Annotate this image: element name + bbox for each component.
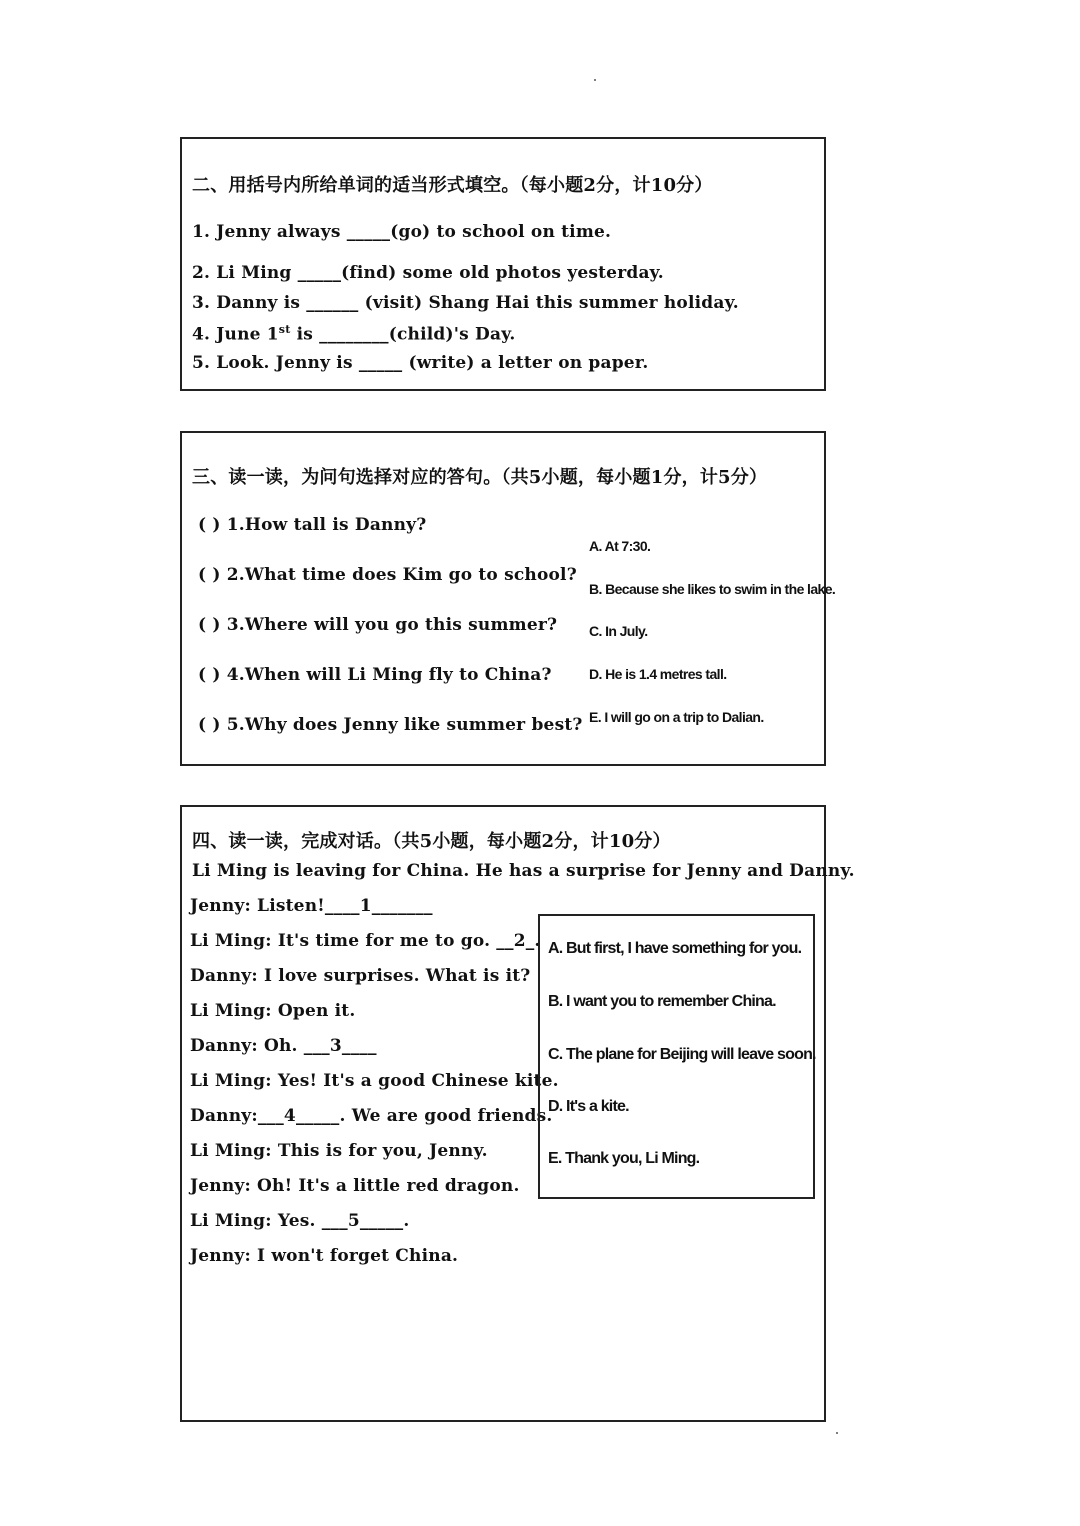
dialogue-line-5: Danny: Oh. ___3____ [190,1036,377,1056]
fill-item-1-after: (go) to school on time. [390,222,612,242]
fill-item-4-sup: st [278,323,291,336]
answer-option-e: E. I will go on a trip to Dalian. [589,709,764,725]
fill-item-2 [192,263,664,283]
scan-speck-bottom [836,1432,838,1434]
answer-option-b: B. Because she likes to swim in the lake. [589,581,836,597]
answer-paren-2[interactable]: ( ) [198,565,221,585]
dialogue-line-7: Danny:___4_____. We are good friends. [190,1106,553,1126]
dialogue-option-b: B. I want you to remember China. [548,993,776,1010]
section-2-box [180,137,826,391]
section-4-heading: 四、读一读，完成对话。（共5小题，每小题2分，计10分） [192,831,671,852]
question-1 [198,515,426,535]
fill-blank-4[interactable]: ________ [319,324,389,345]
fill-item-2-after: (find) some old photos yesterday. [341,263,664,283]
dialogue-line-2: Li Ming: It's time for me to go. __2_. [190,931,541,951]
question-4-text: 4.When will Li Ming fly to China? [226,665,552,685]
dialogue-line-1: Jenny: Listen!____1_______ [190,896,433,916]
fill-item-4 [192,323,515,345]
dialogue-line-11: Jenny: I won't forget China. [190,1246,459,1266]
fill-blank-3[interactable]: ______ [306,293,359,313]
question-3 [198,615,557,635]
fill-item-1 [192,222,611,242]
question-4 [198,665,552,685]
fill-item-3 [192,293,739,313]
answer-paren-4[interactable]: ( ) [198,665,221,685]
fill-item-3-after: (visit) Shang Hai this summer holiday. [358,293,739,313]
answer-option-c: C. In July. [589,623,648,639]
fill-item-2-before: 2. Li Ming [192,263,298,283]
fill-item-4-after: (child)'s Day. [388,324,516,345]
question-2 [198,565,577,585]
dialogue-line-3: Danny: I love surprises. What is it? [190,966,531,986]
dialogue-line-9: Jenny: Oh! It's a little red dragon. [190,1176,520,1196]
section-3-heading: 三、读一读，为问句选择对应的答句。（共5小题，每小题1分，计5分） [192,467,768,488]
dialogue-line-6: Li Ming: Yes! It's a good Chinese kite. [190,1071,559,1091]
answer-paren-1[interactable]: ( ) [198,515,221,535]
dialogue-line-10: Li Ming: Yes. ___5_____. [190,1211,410,1231]
fill-item-5 [192,353,649,373]
question-3-text: 3.Where will you go this summer? [226,615,558,635]
answer-option-d: D. He is 1.4 metres tall. [589,666,727,682]
dialogue-option-e: E. Thank you, Li Ming. [548,1150,700,1167]
dialogue-option-d: D. It's a kite. [548,1098,629,1115]
answer-option-a: A. At 7:30. [589,538,651,554]
fill-item-4-mid: is [290,324,320,345]
fill-item-5-after: (write) a letter on paper. [402,353,649,373]
section-3-box [180,431,836,766]
question-5-text: 5.Why does Jenny like summer best? [226,715,583,735]
fill-blank-5[interactable]: _____ [358,353,403,373]
fill-item-4-before: 4. June 1 [192,324,279,345]
fill-item-5-before: 5. Look. Jenny is [192,353,359,373]
dialogue-intro: Li Ming is leaving for China. He has a surprise for Jenny and Danny. [192,861,855,881]
scan-speck-top [594,79,596,81]
question-2-text: 2.What time does Kim go to school? [226,565,577,585]
fill-item-3-before: 3. Danny is [192,293,307,313]
dialogue-options-box [538,914,815,1199]
question-1-text: 1.How tall is Danny? [226,515,427,535]
fill-blank-1[interactable]: _____ [346,222,391,242]
section-4-box [180,805,855,1422]
question-5 [198,715,583,735]
fill-item-1-before: 1. Jenny always [192,222,347,242]
answer-paren-3[interactable]: ( ) [198,615,221,635]
dialogue-line-4: Li Ming: Open it. [190,1001,356,1021]
fill-blank-2[interactable]: _____ [297,263,342,283]
answer-paren-5[interactable]: ( ) [198,715,221,735]
section-2-heading: 二、用括号内所给单词的适当形式填空。（每小题2分，计10分） [192,175,713,196]
dialogue-option-c: C. The plane for Beijing will leave soon. [548,1046,816,1063]
dialogue-line-8: Li Ming: This is for you, Jenny. [190,1141,488,1161]
dialogue-option-a: A. But first, I have something for you. [548,940,802,957]
